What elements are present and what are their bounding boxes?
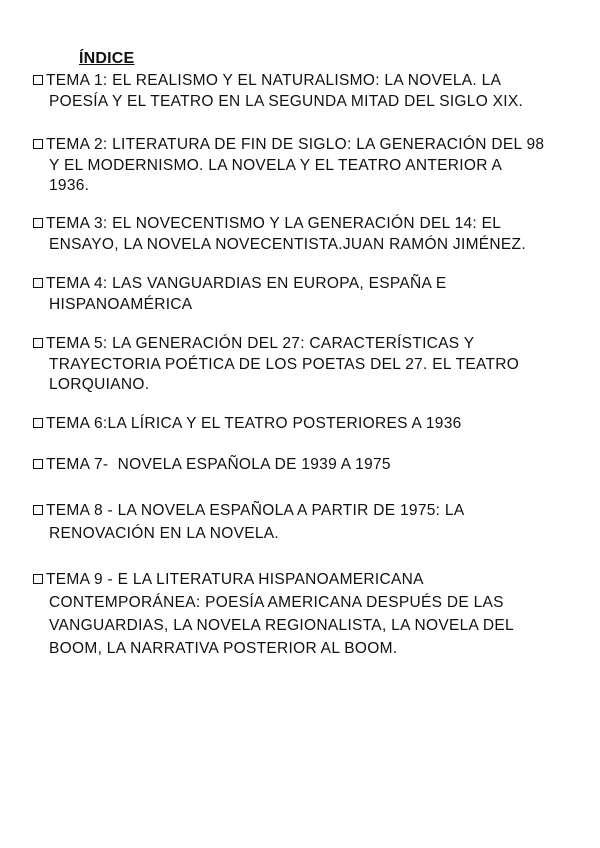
entry-line: RENOVACIÓN EN LA NOVELA. xyxy=(49,525,280,542)
entry-line-first xyxy=(33,214,593,235)
entry-line: ENSAYO, LA NOVELA NOVECENTISTA.JUAN RAMÓN JIMÉNEZ. xyxy=(49,235,526,253)
checkbox-icon xyxy=(33,75,43,85)
checkbox-icon xyxy=(33,218,43,228)
index-entry-tema-2 xyxy=(33,135,593,197)
entry-line: POESÍA Y EL TEATRO EN LA SEGUNDA MITAD DEL SIGLO XIX. xyxy=(49,92,524,110)
checkbox-icon xyxy=(33,278,43,288)
entry-line: TRAYECTORIA POÉTICA DE LOS POETAS DEL 27. EL TEATRO xyxy=(49,355,520,373)
index-entry-tema-9 xyxy=(33,568,593,660)
checkbox-icon xyxy=(33,139,43,149)
checkbox-icon xyxy=(33,574,43,584)
entry-line-first xyxy=(33,334,593,355)
entry-line: Y EL MODERNISMO. LA NOVELA Y EL TEATRO ANTERIOR A xyxy=(49,156,503,174)
entry-text: TEMA 7- NOVELA ESPAÑOLA DE 1939 A 1975 xyxy=(46,456,391,473)
entry-text: TEMA 4: LAS VANGUARDIAS EN EUROPA, ESPAÑA E xyxy=(46,275,447,292)
entry-line-first xyxy=(33,499,593,522)
index-entry-tema-4 xyxy=(33,274,593,315)
entry-line: HISPANOAMÉRICA xyxy=(49,295,193,313)
entry-line-first xyxy=(33,135,593,156)
entry-line: VANGUARDIAS, LA NOVELA REGIONALISTA, LA NOVELA DEL xyxy=(49,617,514,634)
entry-text: TEMA 3: EL NOVECENTISMO Y LA GENERACIÓN DEL 14: EL xyxy=(46,215,502,232)
checkbox-icon xyxy=(33,338,43,348)
entry-text: TEMA 1: EL REALISMO Y EL NATURALISMO: LA NOVELA. LA xyxy=(46,72,502,89)
entry-text: TEMA 2: LITERATURA DE FIN DE SIGLO: LA GENERACIÓN DEL 98 xyxy=(46,136,545,153)
entry-line: BOOM, LA NARRATIVA POSTERIOR AL BOOM. xyxy=(49,640,398,657)
entry-line-first xyxy=(33,414,593,435)
index-entry-tema-7 xyxy=(33,455,593,476)
entry-line-first xyxy=(33,568,593,591)
index-heading: ÍNDICE xyxy=(79,50,135,67)
index-entry-tema-5 xyxy=(33,334,593,396)
entry-line-first xyxy=(33,455,593,476)
entry-line-first xyxy=(33,71,593,92)
checkbox-icon xyxy=(33,418,43,428)
entry-line: 1936. xyxy=(49,177,90,194)
entry-text: TEMA 9 - E LA LITERATURA HISPANOAMERICANA xyxy=(46,571,424,588)
index-entry-tema-1 xyxy=(33,71,593,112)
index-entry-tema-3 xyxy=(33,214,593,255)
entry-line-first xyxy=(33,274,593,295)
checkbox-icon xyxy=(33,459,43,469)
entry-line: CONTEMPORÁNEA: POESÍA AMERICANA DESPUÉS DE LAS xyxy=(49,594,504,611)
index-entry-tema-8 xyxy=(33,499,593,545)
entry-text: TEMA 8 - LA NOVELA ESPAÑOLA A PARTIR DE 1975: LA xyxy=(46,502,465,519)
entry-text: TEMA 6:LA LÍRICA Y EL TEATRO POSTERIORES A 1936 xyxy=(46,415,462,432)
entry-text: TEMA 5: LA GENERACIÓN DEL 27: CARACTERÍSTICAS Y xyxy=(46,335,475,352)
checkbox-icon xyxy=(33,505,43,515)
entry-line: LORQUIANO. xyxy=(49,376,150,393)
index-entry-tema-6 xyxy=(33,414,593,435)
